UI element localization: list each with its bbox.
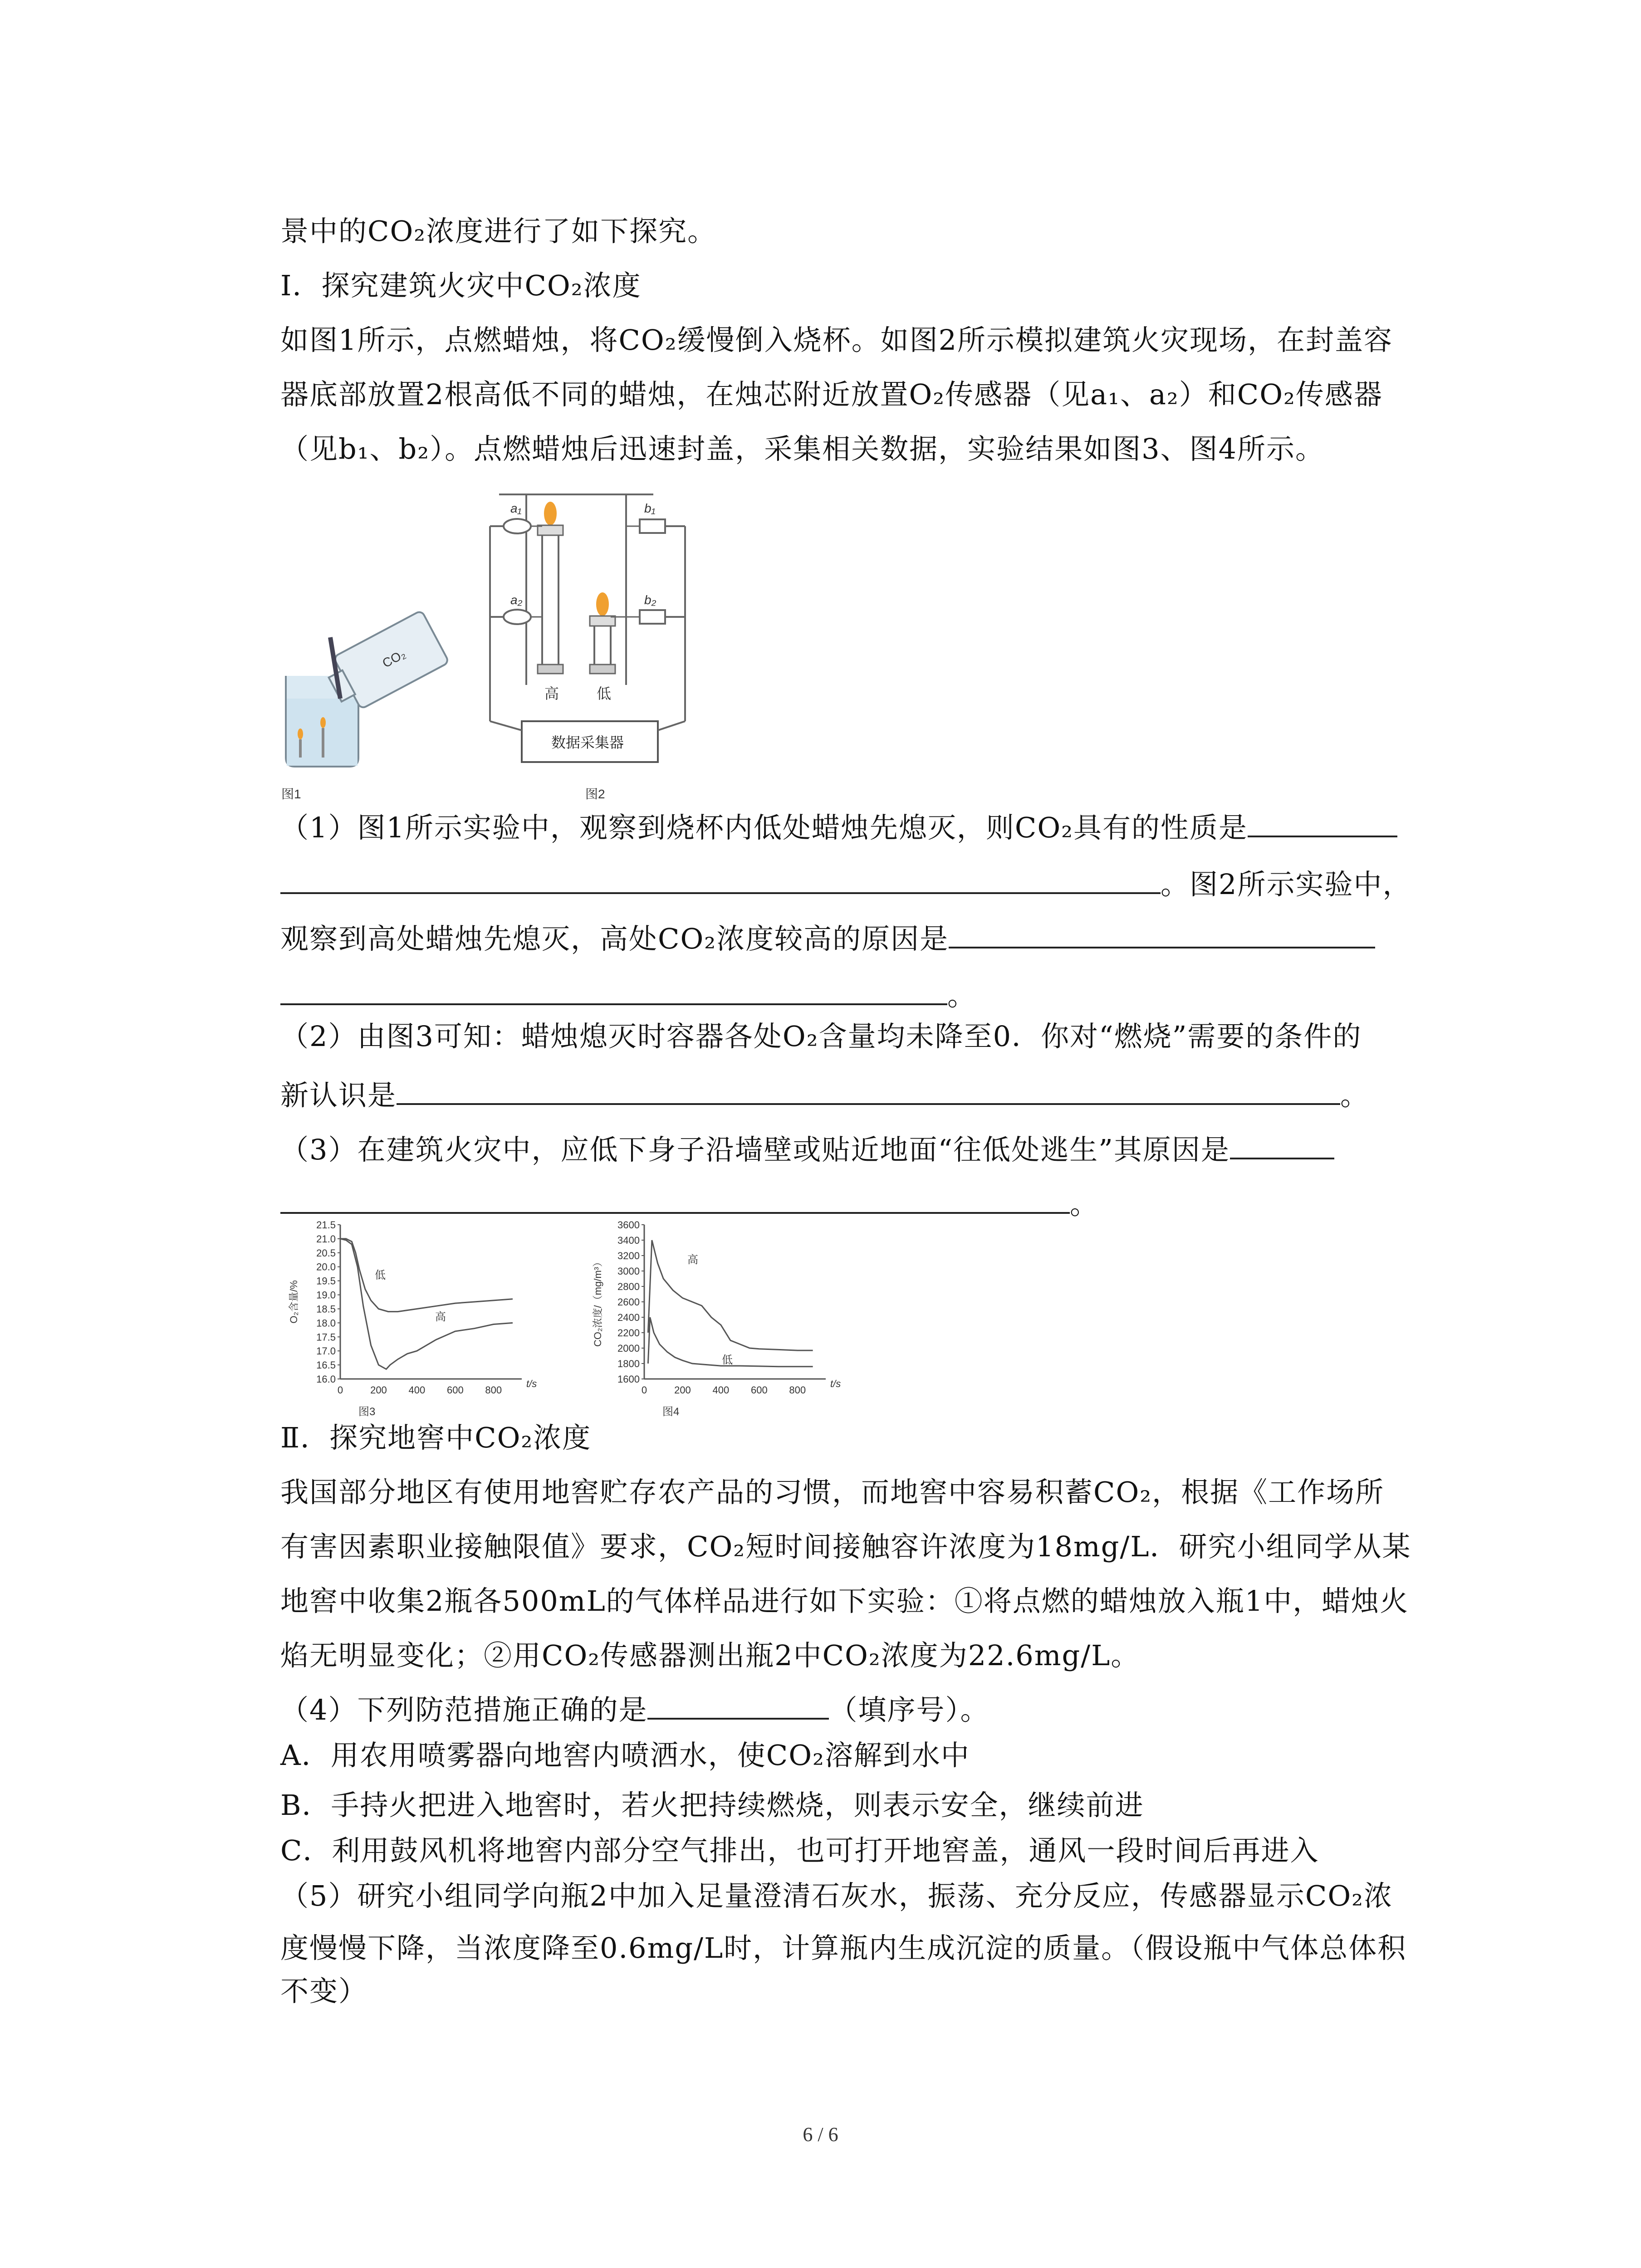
q3-blank-cont[interactable] xyxy=(280,1184,1070,1214)
sensor-b2-label: b₂ xyxy=(644,593,656,607)
y-tick-label: 3200 xyxy=(617,1250,640,1261)
intro-line-5: （见b₁、b₂）。点燃蜡烛后迅速封盖，采集相关数据，实验结果如图3、图4所示。 xyxy=(280,432,1324,465)
section-2-heading: Ⅱ．探究地窖中CO₂浓度 xyxy=(280,1421,592,1454)
y-tick-label: 1600 xyxy=(617,1374,640,1385)
q1-text-d: 。 xyxy=(947,979,977,1012)
sensor-a1-label: a₁ xyxy=(510,501,522,515)
y-tick-label: 21.5 xyxy=(316,1219,336,1231)
q1-line-4 xyxy=(280,975,976,1014)
y-tick-label: 2400 xyxy=(617,1312,640,1323)
charts-fig3-fig4 xyxy=(272,1216,862,1424)
y-tick-label: 16.0 xyxy=(316,1374,336,1385)
q2-line-2 xyxy=(280,1075,1369,1114)
q4-blank[interactable] xyxy=(647,1690,829,1720)
q4-text: （4）下列防范措施正确的是 xyxy=(280,1693,648,1726)
intro-line-3: 如图1所示，点燃蜡烛，将CO₂缓慢倒入烧杯。如图2所示模拟建筑火灾现场，在封盖容 xyxy=(280,323,1393,357)
sensor-a2-label: a₂ xyxy=(510,593,523,607)
q1-text-c: 观察到高处蜡烛先熄灭，高处CO₂浓度较高的原因是 xyxy=(280,922,949,955)
y-tick-label: 3400 xyxy=(617,1235,640,1246)
q3-text-b: 。 xyxy=(1070,1188,1099,1221)
candle-high-label: 高 xyxy=(544,685,559,702)
q1-line-3 xyxy=(280,919,1375,957)
series-label: 低 xyxy=(722,1354,733,1366)
q4-line xyxy=(280,1690,989,1728)
y-tick-label: 19.5 xyxy=(316,1275,336,1287)
figures-1-2 xyxy=(272,485,726,803)
q1-text-b: 。图2所示实验中， xyxy=(1161,868,1412,901)
intro-line-1: 景中的CO₂浓度进行了如下探究。 xyxy=(280,215,717,248)
x-tick-label: 600 xyxy=(750,1384,768,1396)
x-tick-label: 400 xyxy=(408,1384,426,1396)
q1-blank-1[interactable] xyxy=(1248,807,1397,837)
x-tick-label: 0 xyxy=(641,1384,647,1396)
data-collector-label: 数据采集器 xyxy=(551,734,624,751)
q1-blank-2-cont[interactable] xyxy=(280,975,947,1005)
q4-text-b: （填序号）。 xyxy=(829,1693,989,1726)
page-number: 6 / 6 xyxy=(803,2123,838,2146)
y-tick-label: 17.5 xyxy=(316,1331,336,1343)
q3-line-1 xyxy=(280,1129,1334,1168)
option-b: B．手持火把进入地窖时，若火把持续燃烧，则表示安全，继续前进 xyxy=(280,1789,1144,1822)
y-axis-label: O₂含量/% xyxy=(288,1280,299,1324)
section-1-heading: I．探究建筑火灾中CO₂浓度 xyxy=(280,269,642,302)
q2-text-b: 新认识是 xyxy=(280,1079,397,1112)
y-tick-label: 2200 xyxy=(617,1327,640,1339)
y-tick-label: 1800 xyxy=(617,1358,640,1369)
series-label: 高 xyxy=(687,1254,698,1266)
y-tick-label: 3600 xyxy=(617,1219,640,1231)
q5-line-1: （5）研究小组同学向瓶2中加入足量澄清石灰水，振荡、充分反应，传感器显示CO₂浓 xyxy=(280,1879,1393,1912)
q2-blank[interactable] xyxy=(397,1075,1340,1105)
q2-text-c: 。 xyxy=(1340,1079,1370,1112)
x-tick-label: 200 xyxy=(674,1384,691,1396)
x-tick-label: 800 xyxy=(485,1384,502,1396)
y-tick-label: 19.0 xyxy=(316,1289,336,1301)
figure-2 xyxy=(490,494,685,801)
series-line-高 xyxy=(648,1240,813,1350)
fig1-caption: 图1 xyxy=(281,787,301,801)
candle-low-label: 低 xyxy=(597,685,612,702)
q1-line-1 xyxy=(280,807,1397,846)
para-line-4: 焰无明显变化；②用CO₂传感器测出瓶2中CO₂浓度为22.6mg/L。 xyxy=(280,1639,1140,1672)
y-tick-label: 16.5 xyxy=(316,1359,336,1371)
option-c: C．利用鼓风机将地窖内部分空气排出，也可打开地窖盖，通风一段时间后再进入 xyxy=(280,1834,1319,1867)
q5-line-3: 不变） xyxy=(280,1975,368,2008)
q5-line-2: 度慢慢下降，当浓度降至0.6mg/L时，计算瓶内生成沉淀的质量。（假设瓶中气体总体积 xyxy=(280,1931,1407,1965)
para-line-2: 有害因素职业接触限值》要求，CO₂短时间接触容许浓度为18mg/L．研究小组同学从某 xyxy=(280,1530,1411,1563)
q1-text-a: （1）图1所示实验中，观察到烧杯内低处蜡烛先熄灭，则CO₂具有的性质是 xyxy=(280,811,1248,844)
q1-blank-1-cont[interactable] xyxy=(280,864,1161,894)
y-tick-label: 3000 xyxy=(617,1266,640,1277)
y-tick-label: 21.0 xyxy=(316,1233,336,1245)
y-axis-label: CO₂浓度/（mg/m³） xyxy=(592,1257,603,1347)
fig2-caption: 图2 xyxy=(585,787,605,801)
x-tick-label: 400 xyxy=(712,1384,730,1396)
x-tick-label: 600 xyxy=(446,1384,464,1396)
q1-line-2 xyxy=(280,864,1411,903)
option-a: A．用农用喷雾器向地窖内喷洒水，使CO₂溶解到水中 xyxy=(280,1739,970,1772)
q3-text-a: （3）在建筑火灾中，应低下身子沿墙壁或贴近地面“往低处逃生”其原因是 xyxy=(280,1133,1230,1166)
x-axis-label: t/s xyxy=(830,1378,841,1389)
x-tick-label: 0 xyxy=(337,1384,343,1396)
q2-line-1: （2）由图3可知：蜡烛熄灭时容器各处O₂含量均未降至0．你对“燃烧”需要的条件的 xyxy=(280,1020,1362,1053)
para-line-3: 地窖中收集2瓶各500mL的气体样品进行如下实验：①将点燃的蜡烛放入瓶1中，蜡烛火 xyxy=(280,1584,1409,1618)
y-tick-label: 18.0 xyxy=(316,1317,336,1329)
q1-blank-2[interactable] xyxy=(949,919,1375,948)
y-tick-label: 20.0 xyxy=(316,1261,336,1273)
y-tick-label: 2000 xyxy=(617,1343,640,1354)
x-tick-label: 200 xyxy=(370,1384,387,1396)
y-tick-label: 18.5 xyxy=(316,1303,336,1315)
series-line-低 xyxy=(340,1239,513,1312)
y-tick-label: 2800 xyxy=(617,1281,640,1292)
chart-caption: 图4 xyxy=(662,1406,680,1418)
chart-caption: 图3 xyxy=(358,1406,376,1418)
series-line-高 xyxy=(340,1239,513,1369)
y-tick-label: 2600 xyxy=(617,1296,640,1308)
figure-1 xyxy=(281,610,449,801)
intro-line-4: 器底部放置2根高低不同的蜡烛，在烛芯附近放置O₂传感器（见a₁、a₂）和CO₂传感器 xyxy=(280,378,1383,411)
y-tick-label: 17.0 xyxy=(316,1345,336,1357)
para-line-1: 我国部分地区有使用地窖贮存农产品的习惯，而地窖中容易积蓄CO₂，根据《工作场所 xyxy=(280,1476,1385,1509)
x-tick-label: 800 xyxy=(789,1384,806,1396)
bottle-label: CO₂ xyxy=(380,646,408,670)
q3-blank[interactable] xyxy=(1230,1129,1334,1159)
y-tick-label: 20.5 xyxy=(316,1247,336,1259)
sensor-b1-label: b₁ xyxy=(644,501,656,515)
series-label: 低 xyxy=(375,1269,386,1281)
series-label: 高 xyxy=(435,1310,446,1323)
x-axis-label: t/s xyxy=(526,1378,537,1389)
